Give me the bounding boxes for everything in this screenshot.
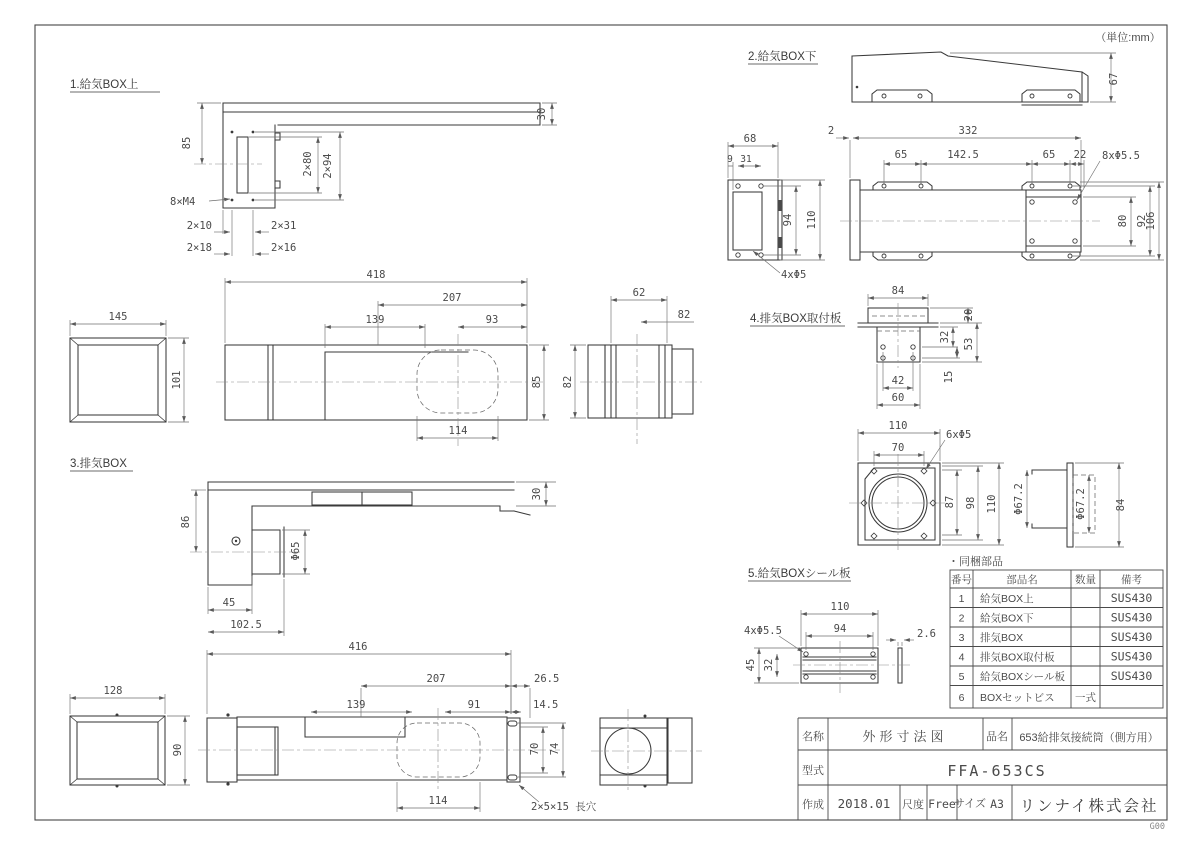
- svg-text:Φ67.2: Φ67.2: [1013, 483, 1025, 515]
- svg-text:110: 110: [830, 601, 850, 613]
- svg-text:備考: 備考: [1121, 574, 1142, 586]
- svg-text:2: 2: [958, 612, 965, 625]
- date-label: 作成: [802, 799, 824, 811]
- parts-table-row: [959, 611, 1153, 625]
- svg-text:70: 70: [529, 742, 541, 756]
- svg-text:114: 114: [448, 425, 468, 437]
- parts-table-row: [959, 669, 1153, 683]
- view2-profile-geometry: [852, 52, 1088, 105]
- svg-text:85: 85: [531, 375, 543, 389]
- size-label: サイズ: [953, 798, 987, 810]
- svg-text:86: 86: [180, 515, 192, 529]
- svg-text:4xΦ5.5: 4xΦ5.5: [744, 625, 782, 637]
- scale-label: 尺度: [902, 799, 924, 811]
- view3-end-left-dimensions: [70, 685, 190, 785]
- svg-text:45: 45: [745, 658, 757, 672]
- svg-text:14.5: 14.5: [533, 699, 559, 711]
- date-value: 2018.01: [837, 796, 891, 811]
- svg-text:53: 53: [963, 337, 975, 351]
- svg-text:114: 114: [428, 795, 448, 807]
- svg-text:45: 45: [222, 597, 236, 609]
- svg-text:207: 207: [426, 673, 446, 685]
- svg-text:2×10: 2×10: [186, 220, 212, 232]
- svg-text:84: 84: [1115, 498, 1127, 512]
- svg-text:一式: 一式: [1075, 692, 1096, 704]
- item-name: 653給排気接続筒（側方用）: [1019, 732, 1159, 744]
- view1-plan-dimensions: [225, 269, 549, 441]
- svg-text:22: 22: [1073, 149, 1087, 161]
- svg-text:20: 20: [963, 308, 975, 322]
- svg-text:139: 139: [346, 699, 366, 711]
- svg-text:332: 332: [958, 125, 978, 137]
- svg-text:給気BOX下: 給気BOX下: [980, 612, 1034, 625]
- parts-table-row: [959, 591, 1153, 605]
- svg-text:排気BOX取付板: 排気BOX取付板: [980, 651, 1055, 664]
- company-name: リンナイ株式会社: [1019, 798, 1159, 815]
- svg-text:部品名: 部品名: [1006, 574, 1038, 586]
- svg-text:145: 145: [108, 311, 128, 323]
- view1-title: 1.給気BOX上: [70, 79, 139, 91]
- svg-text:110: 110: [986, 494, 998, 514]
- svg-text:418: 418: [366, 269, 386, 281]
- svg-text:6: 6: [958, 692, 965, 704]
- svg-text:94: 94: [833, 623, 847, 635]
- view2-end-left-dimensions: [727, 133, 825, 281]
- item-label: 品名: [986, 731, 1008, 743]
- svg-text:110: 110: [888, 420, 908, 432]
- svg-text:SUS430: SUS430: [1110, 630, 1153, 644]
- drawing-name: 外形寸法図: [862, 729, 948, 744]
- view1-side-dimensions: [170, 103, 557, 256]
- svg-text:30: 30: [536, 107, 548, 121]
- svg-text:94: 94: [782, 213, 794, 227]
- view2-plan-geometry: [840, 180, 1100, 260]
- view-exhaust-mounting-plate: [750, 285, 1127, 552]
- view1-end-left-geometry: [70, 338, 166, 422]
- svg-text:65: 65: [1042, 149, 1056, 161]
- view3-plan-dimensions: [311, 673, 597, 813]
- svg-text:2×80: 2×80: [302, 151, 314, 177]
- svg-text:90: 90: [172, 743, 184, 757]
- page-code: G00: [1149, 822, 1165, 832]
- svg-text:2×18: 2×18: [186, 242, 212, 254]
- svg-text:15: 15: [943, 370, 955, 384]
- parts-table-row: [959, 630, 1153, 644]
- svg-text:101: 101: [171, 370, 183, 390]
- view-supply-box-upper: [70, 77, 702, 446]
- svg-text:30: 30: [531, 487, 543, 501]
- svg-text:5: 5: [958, 671, 965, 683]
- svg-text:92: 92: [1136, 214, 1148, 228]
- svg-text:数量: 数量: [1075, 574, 1096, 586]
- view4-side-dimensions: [1013, 463, 1127, 547]
- svg-text:65: 65: [894, 149, 908, 161]
- svg-text:4: 4: [958, 651, 965, 664]
- svg-text:9: 9: [727, 154, 733, 165]
- svg-text:416: 416: [348, 641, 368, 653]
- svg-text:3: 3: [958, 632, 965, 644]
- svg-text:Φ65: Φ65: [290, 541, 302, 561]
- included-parts-table: [948, 554, 1163, 708]
- svg-text:102.5: 102.5: [230, 619, 262, 631]
- svg-text:給気BOXシール板: 給気BOXシール板: [980, 671, 1065, 683]
- svg-text:番号: 番号: [951, 574, 972, 586]
- svg-text:110: 110: [806, 210, 818, 230]
- svg-text:128: 128: [103, 685, 123, 697]
- view2-end-left-geometry: [728, 180, 782, 260]
- view3-end-left-geometry: [70, 714, 165, 788]
- view2-profile-dimensions: [950, 53, 1120, 102]
- svg-text:93: 93: [485, 314, 499, 326]
- svg-text:74: 74: [549, 742, 561, 756]
- svg-text:給気BOX上: 給気BOX上: [980, 593, 1034, 605]
- scale-value: Free: [928, 797, 956, 811]
- svg-text:82: 82: [562, 375, 574, 389]
- view1-end-right-dimensions: [562, 287, 694, 418]
- svg-text:8xΦ5.5: 8xΦ5.5: [1102, 150, 1140, 162]
- svg-text:2×16: 2×16: [271, 242, 297, 254]
- model-label: 型式: [802, 765, 824, 777]
- svg-text:SUS430: SUS430: [1110, 610, 1153, 625]
- view3-end-right-geometry: [591, 709, 702, 792]
- svg-text:87: 87: [944, 495, 956, 509]
- svg-text:4xΦ5: 4xΦ5: [781, 269, 807, 281]
- view3-side-dimensions: [180, 482, 559, 714]
- unit-note: （単位:mm）: [1095, 32, 1161, 44]
- parts-table-title: ・同梱部品: [948, 556, 1003, 568]
- model-number: FFA-653CS: [947, 762, 1047, 780]
- view2-plan-dimensions: [828, 125, 1164, 260]
- view-exhaust-box: [70, 456, 702, 813]
- svg-text:42: 42: [891, 375, 905, 387]
- view1-end-right-geometry: [580, 334, 702, 444]
- view1-side-geometry: [194, 103, 540, 208]
- name-label: 名称: [802, 731, 824, 743]
- svg-text:62: 62: [632, 287, 646, 299]
- svg-text:SUS430: SUS430: [1110, 649, 1153, 664]
- title-block: [798, 718, 1167, 820]
- svg-text:26.5: 26.5: [534, 673, 560, 685]
- svg-text:排気BOX: 排気BOX: [980, 632, 1024, 644]
- svg-text:82: 82: [677, 309, 691, 321]
- svg-text:6xΦ5: 6xΦ5: [946, 429, 972, 441]
- svg-text:1: 1: [958, 593, 965, 605]
- svg-text:SUS430: SUS430: [1110, 591, 1153, 605]
- view1-plan-geometry: [216, 334, 546, 446]
- svg-text:Φ67.2: Φ67.2: [1075, 488, 1087, 520]
- view4-front-geometry: [849, 454, 947, 552]
- svg-text:80: 80: [1117, 214, 1129, 228]
- parts-table-row: [959, 650, 1153, 664]
- view5-title: 5.給気BOXシール板: [748, 568, 851, 580]
- svg-text:2×94: 2×94: [322, 153, 334, 179]
- svg-text:207: 207: [442, 292, 462, 304]
- svg-text:60: 60: [891, 392, 905, 404]
- view1-end-left-dimensions: [70, 311, 189, 422]
- svg-text:98: 98: [965, 496, 977, 510]
- size-value: A3: [990, 797, 1004, 811]
- svg-text:32: 32: [939, 330, 951, 344]
- svg-text:SUS430: SUS430: [1110, 669, 1153, 683]
- svg-text:139: 139: [365, 314, 385, 326]
- view-supply-box-lower: [727, 49, 1164, 281]
- svg-text:31: 31: [740, 154, 752, 165]
- view3-plan-geometry: [198, 708, 560, 792]
- svg-text:2×5×15 長穴: 2×5×15 長穴: [531, 801, 597, 813]
- svg-text:70: 70: [891, 442, 905, 454]
- svg-text:68: 68: [743, 133, 757, 145]
- svg-text:91: 91: [467, 699, 481, 711]
- view3-side-geometry: [190, 482, 530, 585]
- svg-text:85: 85: [181, 136, 193, 150]
- svg-text:2.6: 2.6: [917, 628, 936, 640]
- view2-title: 2.給気BOX下: [748, 51, 817, 63]
- svg-text:106: 106: [1145, 211, 1157, 231]
- svg-text:32: 32: [763, 658, 775, 672]
- svg-text:2: 2: [827, 125, 835, 137]
- svg-text:142.5: 142.5: [947, 149, 979, 161]
- svg-text:BOXセットビス: BOXセットビス: [980, 692, 1055, 704]
- parts-table-header: [951, 573, 1143, 586]
- svg-text:8×M4: 8×M4: [170, 196, 196, 208]
- view3-title: 3.排気BOX: [70, 458, 127, 470]
- svg-text:2×31: 2×31: [271, 220, 297, 232]
- view-seal-plate: [744, 566, 936, 693]
- svg-text:84: 84: [891, 285, 905, 297]
- parts-table-row: [959, 691, 1097, 704]
- svg-text:67: 67: [1108, 72, 1120, 86]
- view5-geometry: [793, 641, 912, 693]
- view4-title: 4.排気BOX取付板: [750, 313, 842, 325]
